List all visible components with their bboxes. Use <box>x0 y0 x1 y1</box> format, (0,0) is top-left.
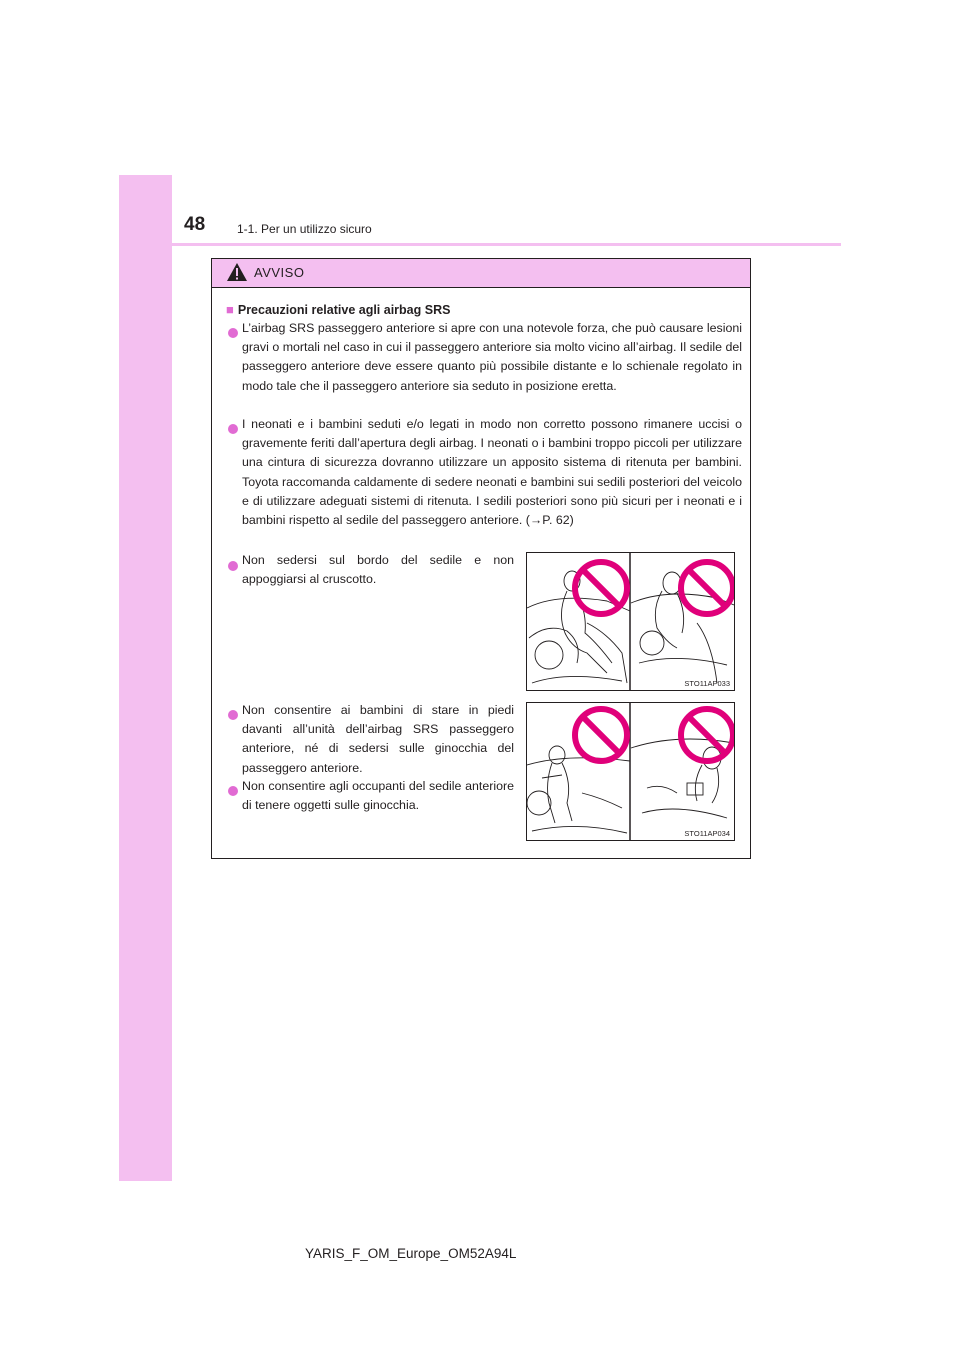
prohibition-sign-icon <box>575 709 627 761</box>
prohibition-sign-icon <box>575 562 627 614</box>
bullet-dot-icon <box>228 786 238 796</box>
document-id: YARIS_F_OM_Europe_OM52A94L <box>305 1246 517 1261</box>
bullet-dot-icon <box>228 328 238 338</box>
illustration-child-and-objects <box>526 702 735 841</box>
bullet-text: Non consentire ai bambini di stare in piedi davanti all’unità dell’airbag SRS passeggero anteriore, né di sedersi sulle ginocchia del passeggero anteriore. <box>242 703 514 775</box>
warning-box <box>211 258 751 859</box>
header-rule <box>119 243 841 246</box>
warning-title: AVVISO <box>254 265 305 280</box>
warning-header <box>212 259 750 288</box>
page-number: 48 <box>184 214 206 235</box>
prohibition-sign-icon <box>681 709 733 761</box>
illustration-leaning-on-dashboard <box>526 552 735 691</box>
warning-heading <box>226 302 450 317</box>
figure-code: STO11AP034 <box>684 829 730 838</box>
warning-triangle-icon <box>226 262 248 282</box>
warning-heading-text: Precauzioni relative agli airbag SRS <box>237 303 451 317</box>
figure-code: STO11AP033 <box>684 679 730 688</box>
square-bullet-icon: ■ <box>226 302 234 317</box>
bullet-text: I neonati e i bambini seduti e/o legati in modo non corretto possono rimanere uccisi o gravemente feriti dall’apertura degli airbag. I neonati o i bambini troppo piccoli per utilizzare una cintura di sicurezza dovranno utilizzare un apposito sistema di ritenuta per bambini. Toyota raccomanda caldamente di sedere neonati e bambini sui sedili posteriori del veicolo e di utilizzare adeguati sistemi di ritenuta. I sedili posteriori sono più sicuri per i neonati e i bambini rispetto al sedile del passeggero anteriore. (→P. 62) <box>242 417 742 528</box>
section-title: 1-1. Per un utilizzo sicuro <box>237 222 372 236</box>
bullet-dot-icon <box>228 710 238 720</box>
bullet-text: Non sedersi sul bordo del sedile e non appoggiarsi al cruscotto. <box>242 553 514 587</box>
prohibition-sign-icon <box>681 562 733 614</box>
bullet-text: Non consentire agli occupanti del sedile anteriore di tenere oggetti sulle ginocchia. <box>242 779 514 813</box>
bullet-text: L’airbag SRS passeggero anteriore si apre con una notevole forza, che può causare lesioni gravi o mortali nel caso in cui il passeggero anteriore sia molto vicino all’airbag. Il sedile del passeggero anteriore deve essere quanto più possibile distante e lo schienale regolato in modo tale che il passeggero anteriore sia seduto in posizione eretta. <box>242 321 742 393</box>
side-tab-bar <box>119 175 172 1181</box>
bullet-dot-icon <box>228 561 238 571</box>
bullet-dot-icon <box>228 424 238 434</box>
